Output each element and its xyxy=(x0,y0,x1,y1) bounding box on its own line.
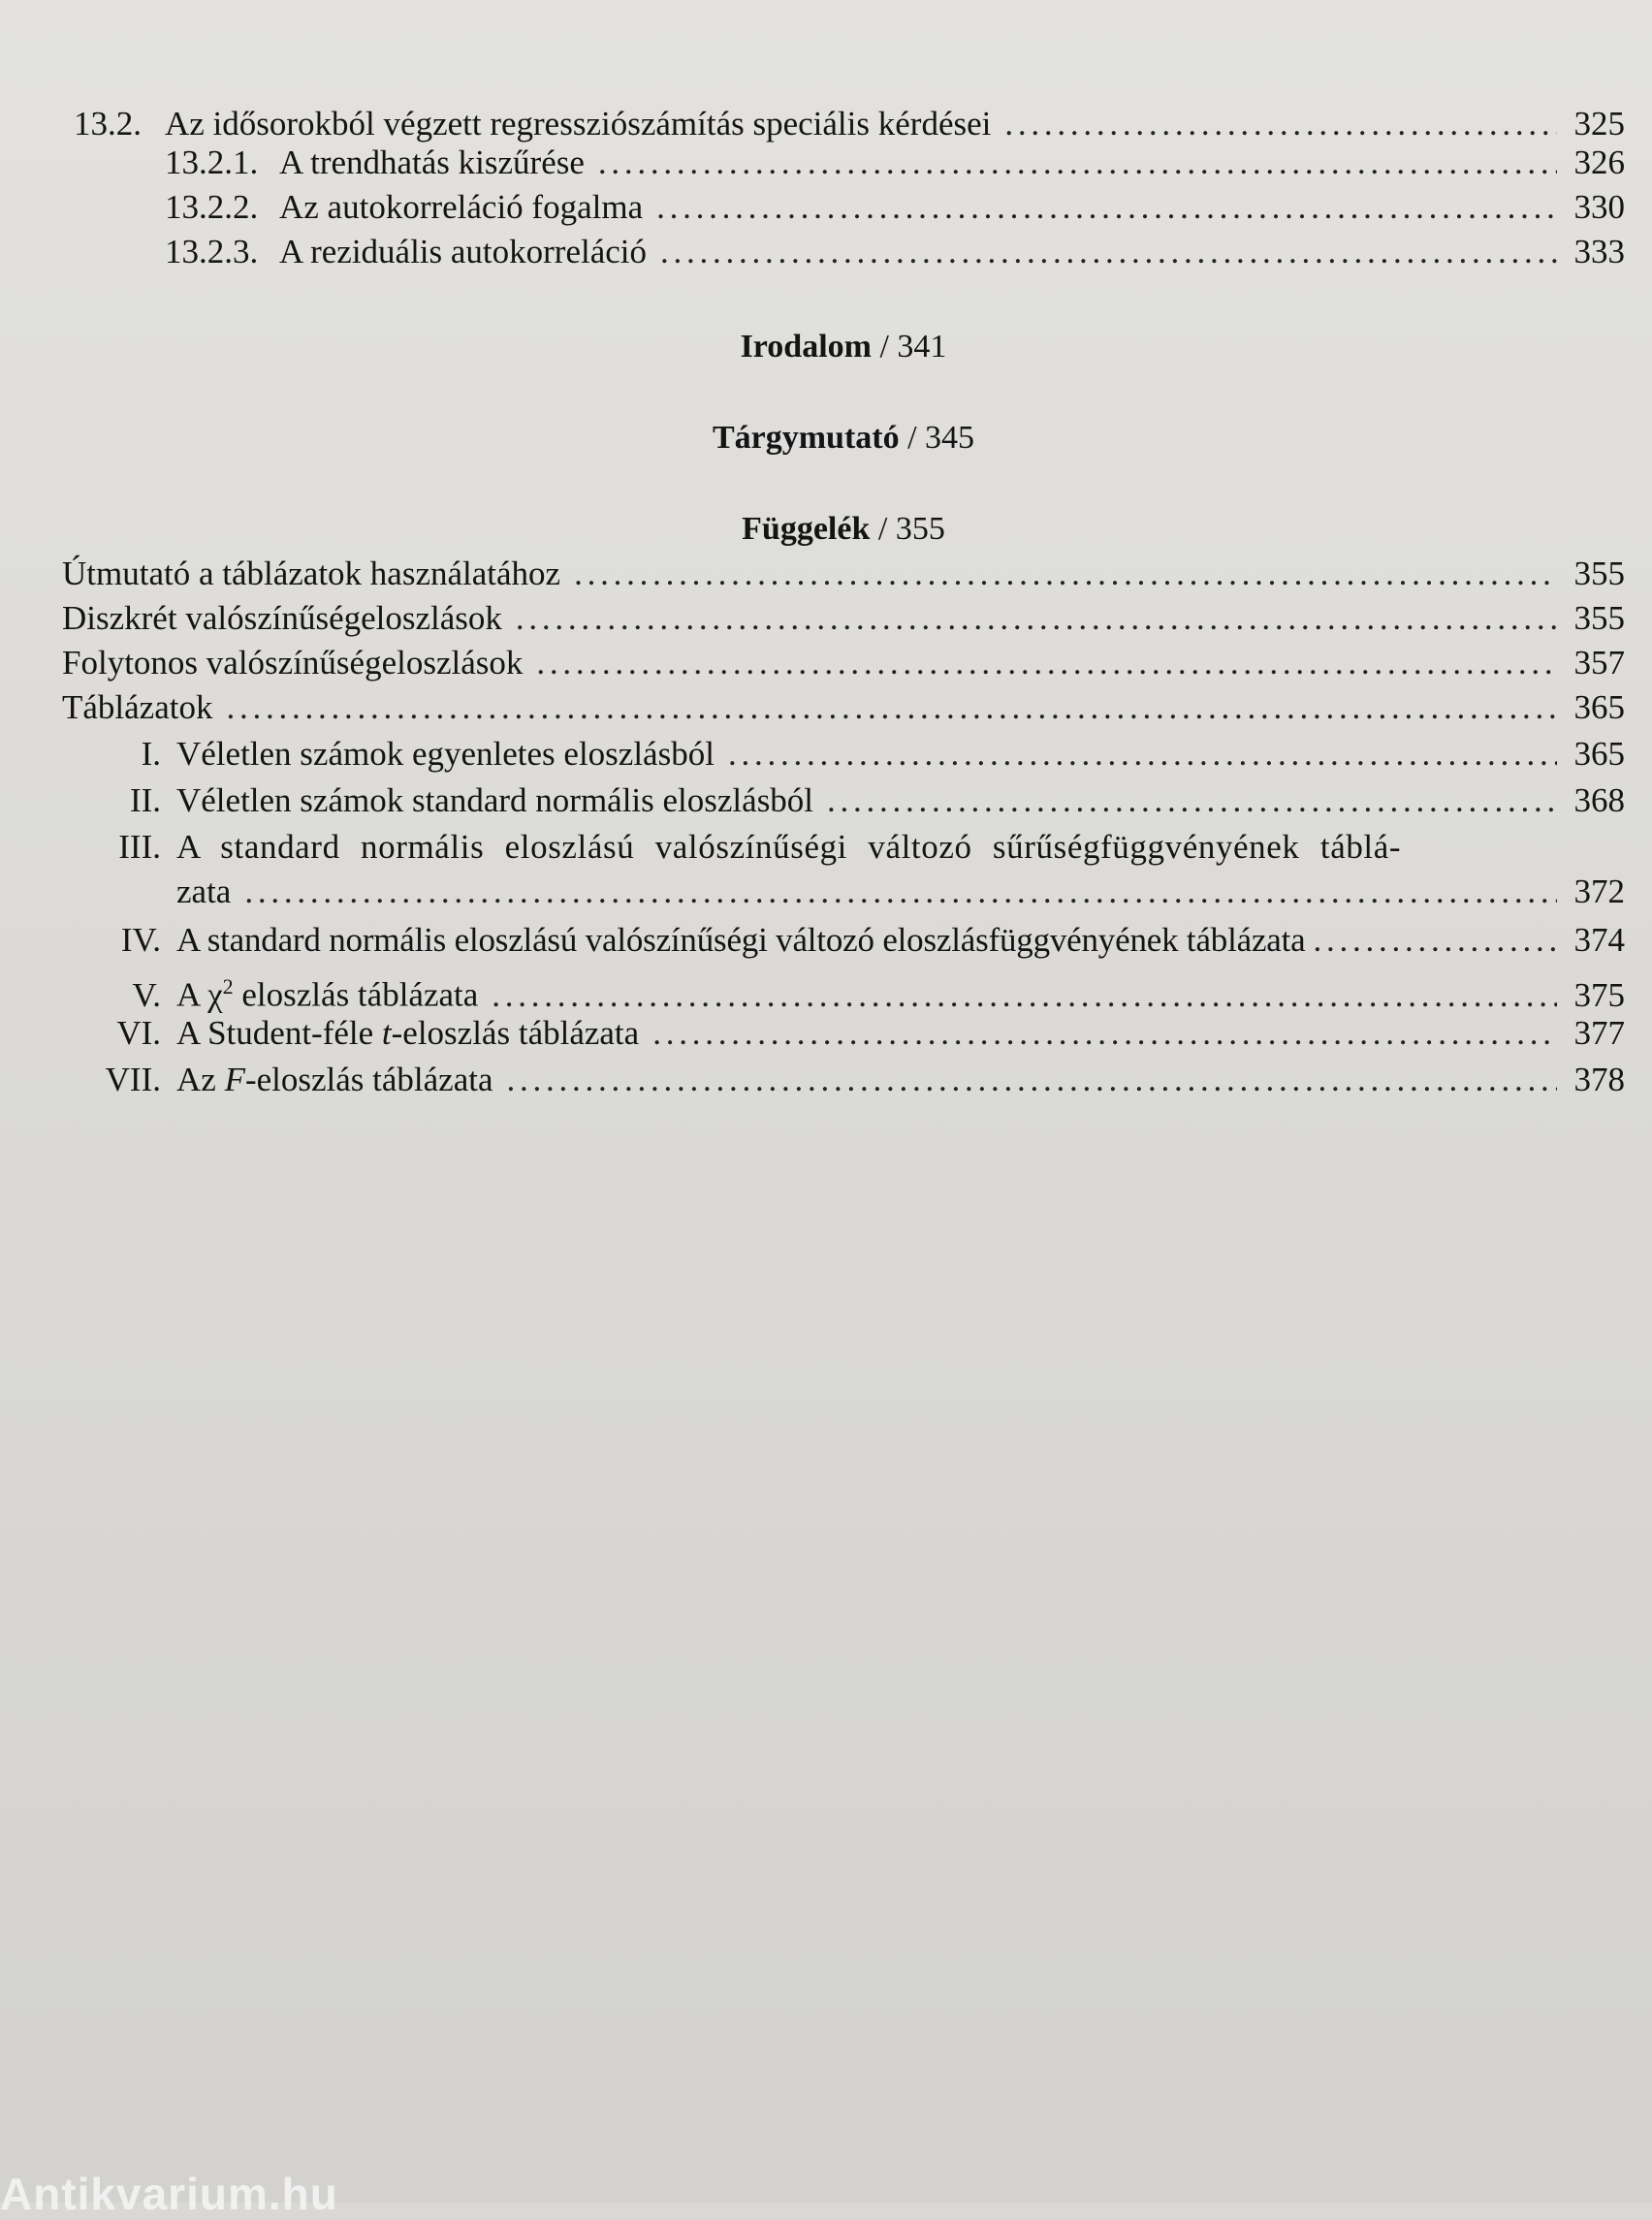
toc-page: 377 xyxy=(1573,1014,1625,1052)
toc-entry-diszkret xyxy=(62,597,1625,640)
toc-title xyxy=(176,1059,493,1101)
title-part: Az xyxy=(176,1061,225,1098)
toc-title: Útmutató a táblázatok használatához xyxy=(62,555,561,592)
toc-entry-table-7 xyxy=(78,1059,1625,1101)
toc-title: A trendhatás kiszűrése xyxy=(279,143,585,181)
toc-number: 13.2. xyxy=(74,105,142,143)
toc-page: 372 xyxy=(1573,872,1625,910)
heading-label: Tárgymutató xyxy=(712,420,900,456)
toc-page: 357 xyxy=(1573,644,1625,682)
title-part: A Student-féle xyxy=(176,1014,382,1052)
toc-title xyxy=(176,966,478,1017)
dot-leader xyxy=(656,186,1557,229)
toc-number: 13.2.3. xyxy=(165,233,259,270)
superscript: 2 xyxy=(222,974,234,999)
toc-entry-table-5 xyxy=(78,966,1625,1017)
dot-leader xyxy=(728,733,1557,776)
toc-page: 378 xyxy=(1573,1061,1625,1098)
toc-entry-table-4 xyxy=(78,919,1625,962)
toc-title-continuation: zata xyxy=(176,872,232,910)
dot-leader xyxy=(1313,919,1557,962)
toc-number: 13.2.2. xyxy=(165,188,259,226)
dot-leader xyxy=(660,231,1557,273)
toc-page: 326 xyxy=(1573,143,1625,181)
heading-label: Függelék xyxy=(742,511,871,547)
toc-page: 365 xyxy=(1573,688,1625,726)
heading-page: / 341 xyxy=(879,329,947,365)
toc-entry-13-2-2 xyxy=(165,186,1625,229)
toc-number: 13.2.1. xyxy=(165,143,259,181)
toc-page: 374 xyxy=(1573,921,1625,959)
toc-page: 355 xyxy=(1573,599,1625,637)
toc-title: Az autokorreláció fogalma xyxy=(279,188,644,226)
dot-leader xyxy=(827,779,1557,822)
toc-title: Véletlen számok egyenletes eloszlásból xyxy=(176,735,715,773)
title-part: eloszlás táblázata xyxy=(233,975,479,1014)
toc-page: 355 xyxy=(1573,555,1625,592)
table-number: V. xyxy=(132,975,161,1014)
dot-leader xyxy=(244,871,1557,913)
dot-leader xyxy=(536,642,1557,684)
heading-label: Irodalom xyxy=(740,329,872,365)
title-part: -eloszlás táblázata xyxy=(391,1014,640,1052)
toc-title: Az idősorokból végzett regressziószámítás speciális kérdései xyxy=(165,105,992,143)
dot-leader xyxy=(598,142,1557,184)
heading-targymutato xyxy=(0,417,1652,460)
toc-entry-table-3 xyxy=(78,826,1551,869)
table-number: III. xyxy=(118,828,161,866)
toc-title: A standard normális eloszlású valószínűségi változó eloszlásfüggvényének táblázata xyxy=(176,921,1306,959)
table-number: IV. xyxy=(120,921,161,959)
toc-entry-13-2 xyxy=(74,103,1625,145)
toc-title: Diszkrét valószínűségeloszlások xyxy=(62,599,502,637)
toc-page: 325 xyxy=(1573,105,1625,143)
heading-page: / 355 xyxy=(877,511,945,547)
dot-leader xyxy=(516,597,1557,640)
toc-title: Táblázatok xyxy=(62,688,213,726)
table-number: VII. xyxy=(105,1061,161,1098)
watermark: Antikvarium.hu xyxy=(0,2169,338,2219)
toc-title: A reziduális autokorreláció xyxy=(279,233,648,270)
heading-fuggelek xyxy=(0,508,1652,551)
italic-letter: F xyxy=(224,1061,245,1098)
toc-entry-table-3-cont xyxy=(176,871,1625,913)
toc-entry-table-2 xyxy=(78,779,1625,822)
table-number: I. xyxy=(141,735,161,773)
dot-leader xyxy=(1004,103,1557,145)
toc-entry-table-1 xyxy=(78,733,1625,776)
dot-leader xyxy=(574,553,1557,595)
toc-page: 333 xyxy=(1573,233,1625,270)
title-part: A χ xyxy=(176,975,223,1014)
table-number: II. xyxy=(129,781,161,819)
toc-entry-13-2-1 xyxy=(165,142,1625,184)
toc-page: 330 xyxy=(1573,188,1625,226)
title-part: -eloszlás táblázata xyxy=(244,1061,493,1098)
toc-title: Véletlen számok standard normális eloszlásból xyxy=(176,781,814,819)
dot-leader xyxy=(507,1059,1558,1101)
toc-entry-13-2-3 xyxy=(165,231,1625,273)
heading-page: / 345 xyxy=(907,420,975,456)
toc-entry-utmutato xyxy=(62,553,1625,595)
dot-leader xyxy=(492,974,1557,1017)
toc-entry-table-6 xyxy=(78,1012,1625,1055)
toc-title: A standard normális eloszlású valószínűségi változó sűrűségfüggvényének táblá- xyxy=(176,828,1402,866)
table-number: VI. xyxy=(116,1014,161,1052)
toc-page: 365 xyxy=(1573,735,1625,773)
toc-page: 368 xyxy=(1573,781,1625,819)
italic-letter: t xyxy=(381,1014,392,1052)
toc-entry-folytonos xyxy=(62,642,1625,684)
toc-title: Folytonos valószínűségeloszlások xyxy=(62,644,524,682)
toc-entry-tablazatok xyxy=(62,686,1625,729)
dot-leader xyxy=(652,1012,1557,1055)
heading-irodalom xyxy=(0,326,1652,368)
dot-leader xyxy=(226,686,1557,729)
toc-page: 375 xyxy=(1573,975,1625,1014)
toc-title xyxy=(176,1012,639,1055)
